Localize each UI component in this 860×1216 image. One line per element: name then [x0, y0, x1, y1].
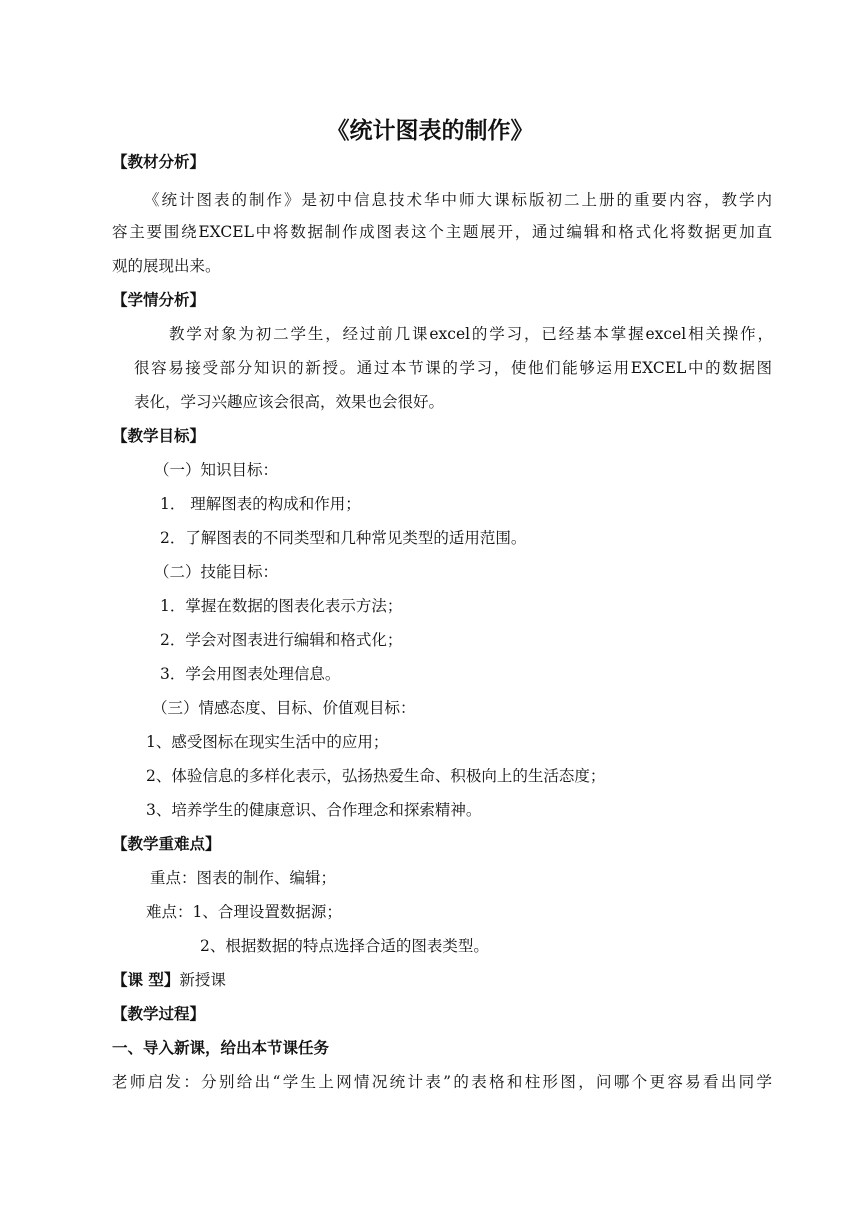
key-point-difficulty: 2、根据数据的特点选择合适的图表类型。: [200, 937, 489, 955]
paragraph-line: 《统计图表的制作》是初中信息技术华中师大课标版初二上册的重要内容，教学内: [144, 191, 772, 209]
lesson-type-value: 新授课: [179, 971, 226, 989]
paragraph-line: 很容易接受部分知识的新授。通过本节课的学习，使他们能够运用EXCEL中的数据图: [134, 359, 772, 377]
process-section-title: 一、导入新课，给出本节课任务: [112, 1039, 330, 1057]
goal-item: 3、培养学生的健康意识、合作理念和探索精神。: [146, 801, 482, 819]
document-title: 《统计图表的制作》: [326, 118, 534, 144]
key-point-focus: 重点：图表的制作、编辑；: [150, 869, 337, 887]
paragraph-line: 观的展现出来。: [112, 257, 221, 275]
paragraph-line: 老师启发：分别给出“学生上网情况统计表”的表格和柱形图，问哪个更容易看出同学: [112, 1073, 772, 1091]
goal-item: 1、感受图标在现实生活中的应用；: [146, 733, 389, 751]
goal-item: 3．学会用图表处理信息。: [160, 665, 341, 683]
paragraph-line: 教学对象为初二学生，经过前几课excel的学习，已经基本掌握excel相关操作，: [169, 325, 773, 343]
goal-item: 2．了解图表的不同类型和几种常见类型的适用范围。: [160, 529, 527, 547]
goal-item: 2．学会对图表进行编辑和格式化；: [160, 631, 403, 649]
goal-category-knowledge: （一）知识目标：: [154, 461, 279, 479]
heading-teaching-process: 【教学过程】: [112, 1005, 206, 1023]
goal-category-emotion: （三）情感态度、目标、价值观目标：: [152, 699, 416, 717]
goal-item: 1．掌握在数据的图表化表示方法；: [160, 597, 403, 615]
goal-item: 2、体验信息的多样化表示，弘扬热爱生命、积极向上的生活态度；: [146, 767, 606, 785]
paragraph-line: 表化，学习兴趣应该会很高，效果也会很好。: [134, 393, 445, 411]
lesson-type-row: [112, 970, 226, 990]
heading-lesson-type: 【课 型】: [112, 971, 180, 989]
heading-student-analysis: 【学情分析】: [112, 291, 206, 309]
goal-item: 1． 理解图表的构成和作用；: [160, 495, 361, 513]
heading-key-points: 【教学重难点】: [112, 835, 221, 853]
heading-textbook-analysis: 【教材分析】: [112, 153, 206, 171]
goal-category-skill: （二）技能目标：: [154, 563, 279, 581]
key-point-difficulty: 难点：1、合理设置数据源；: [146, 903, 342, 921]
heading-teaching-goals: 【教学目标】: [112, 427, 206, 445]
paragraph-line: 容主要围绕EXCEL中将数据制作成图表这个主题展开，通过编辑和格式化将数据更加直: [112, 223, 772, 241]
